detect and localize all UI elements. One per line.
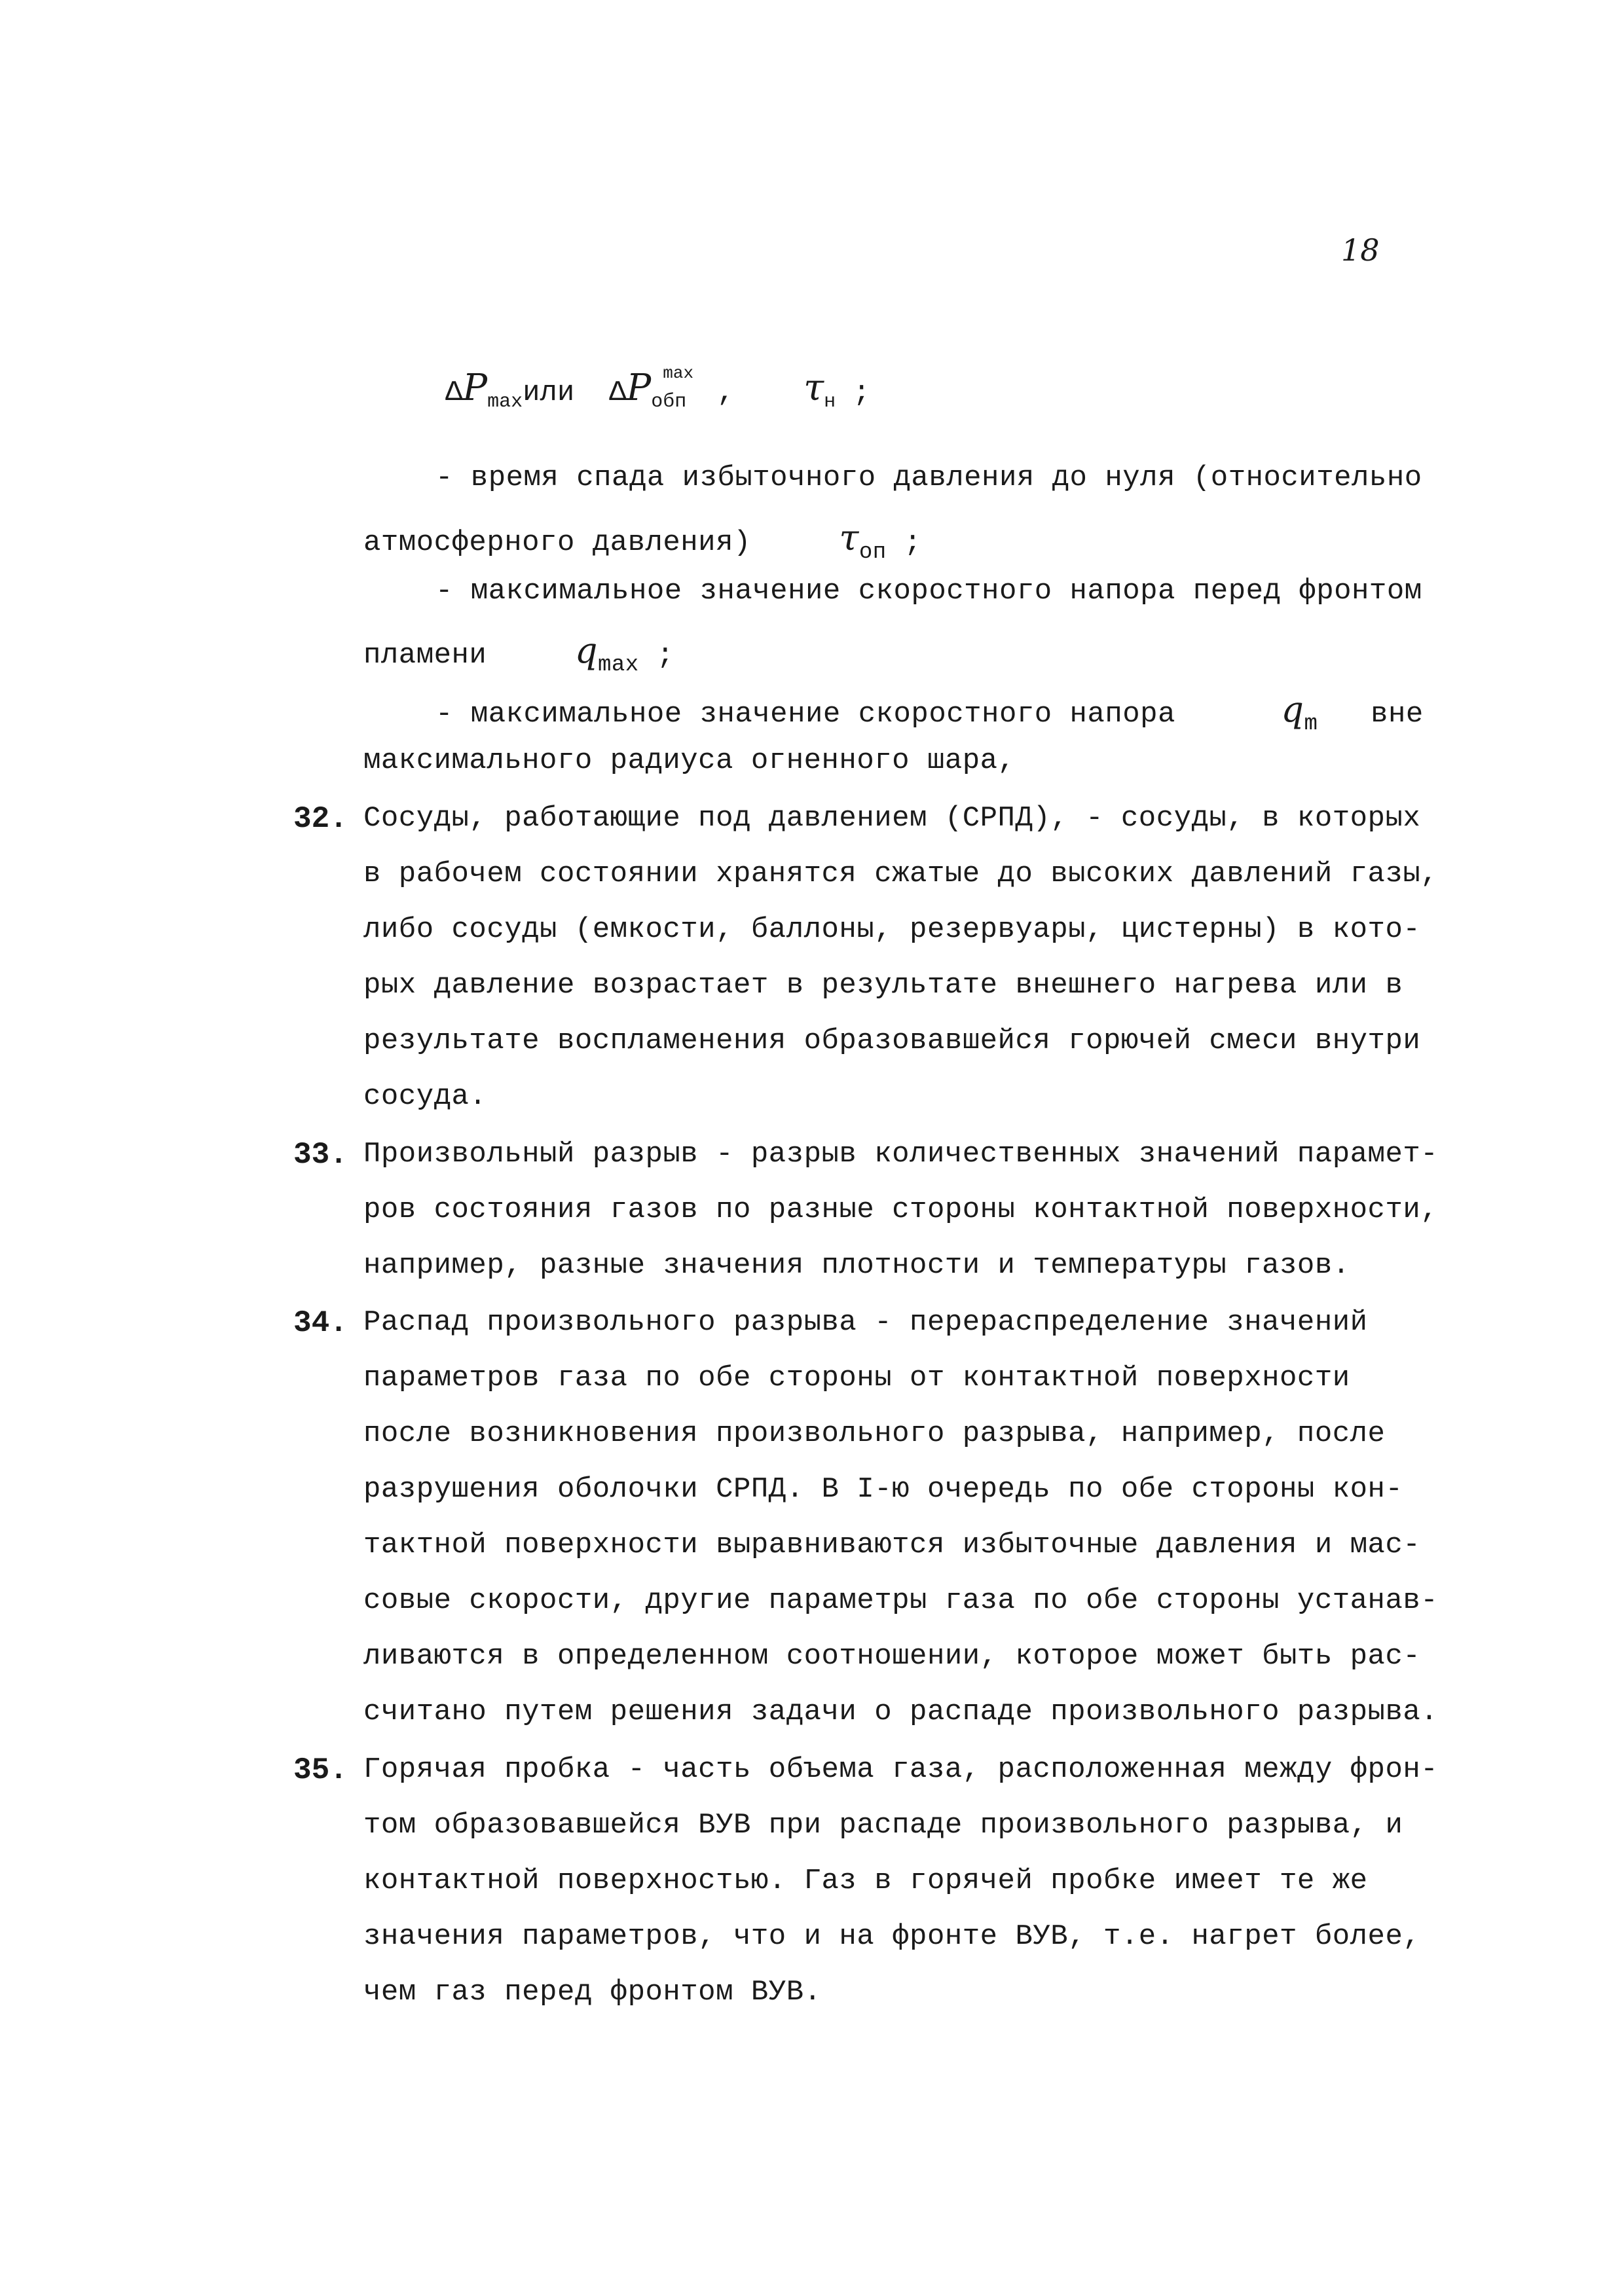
text-line: чем газ перед фронтом ВУВ. (363, 1976, 822, 2009)
text-line: разрушения оболочки СРПД. В I-ю очередь по обе стороны кон- (363, 1473, 1403, 1506)
text-line: сосуда. (363, 1080, 487, 1113)
formula-end: ; (853, 376, 870, 409)
item-number: 34. (293, 1306, 348, 1340)
text-line: том образовавшейся ВУВ при распаде произвольного разрыва, и (363, 1809, 1403, 1842)
text-line: ров состояния газов по разные стороны контактной поверхности, (363, 1194, 1439, 1226)
text-line: в рабочем состоянии хранятся сжатые до высоких давлений газы, (363, 858, 1439, 890)
page-number: 18 (1341, 232, 1380, 268)
text-line (363, 517, 922, 565)
text-fragment: вне (1371, 698, 1424, 731)
item-number: 32. (293, 802, 348, 836)
p-obp-symbol: P (626, 367, 652, 409)
text-line: максимального радиуса огненного шара, (363, 744, 1016, 777)
text-line: Распад произвольного разрыва - перераспределение значений (363, 1306, 1368, 1339)
text-line: тактной поверхности выравниваются избыточные давления и мас- (363, 1529, 1421, 1561)
text-line: - максимальное значение скоростного напора перед фронтом (435, 575, 1422, 608)
text-line: либо сосуды (емкости, баллоны, резервуары, цистерны) в кото- (363, 913, 1421, 946)
item-number: 33. (293, 1138, 348, 1172)
text-fragment: пламени (363, 639, 487, 672)
tau-symbol: τ (803, 367, 824, 409)
formula-comma: , (717, 376, 735, 409)
delta-symbol: Δ (445, 376, 463, 409)
item-number: 35. (293, 1753, 348, 1787)
delta-symbol-2: Δ (609, 376, 627, 409)
text-line: Горячая пробка - часть объема газа, расположенная между фрон- (363, 1753, 1439, 1786)
text-line: например, разные значения плотности и температуры газов. (363, 1249, 1350, 1282)
p-max-subscript: max (487, 391, 523, 413)
q-max-symbol: q (574, 630, 598, 671)
text-fragment: - максимальное значение скоростного напора (435, 698, 1175, 731)
tau-op-subscript: оп (858, 540, 887, 565)
text-line (435, 689, 1424, 737)
text-line: Произвольный разрыв - разрыв количественных значений парамет- (363, 1138, 1439, 1171)
text-fragment: атмосферного давления) (363, 526, 751, 559)
tau-subscript: н (824, 391, 836, 413)
q-max-subscript: max (597, 653, 639, 678)
text-line: совые скорости, другие параметры газа по обе стороны устанав- (363, 1584, 1439, 1617)
formula-line (445, 363, 870, 413)
p-obp-superscript: max (663, 363, 694, 383)
text-line: считано путем решения задачи о распаде произвольного разрыва. (363, 1696, 1439, 1728)
or-text: или (523, 376, 575, 409)
text-line: параметров газа по обе стороны от контактной поверхности (363, 1362, 1350, 1394)
text-line: значения параметров, что и на фронте ВУВ, т.е. нагрет более, (363, 1920, 1421, 1953)
text-line: Сосуды, работающие под давлением (СРПД), - сосуды, в которых (363, 802, 1421, 835)
p-max-symbol: P (462, 367, 488, 409)
q-m-symbol: q (1281, 689, 1304, 730)
text-line: ливаются в определенном соотношении, которое может быть рас- (363, 1640, 1421, 1673)
text-line: контактной поверхностью. Газ в горячей пробке имеет те же (363, 1865, 1368, 1897)
text-line (363, 630, 674, 678)
q-m-subscript: m (1304, 712, 1318, 737)
text-line: результате воспламенения образовавшейся горючей смеси внутри (363, 1025, 1421, 1057)
tau-op-symbol: τ (839, 517, 859, 558)
p-obp-subscript: обп (651, 391, 687, 413)
text-line: - время спада избыточного давления до нуля (относительно (435, 462, 1422, 494)
punctuation: ; (904, 526, 922, 559)
punctuation: ; (656, 639, 674, 672)
text-line: после возникновения произвольного разрыва, например, после (363, 1417, 1386, 1450)
text-line: рых давление возрастает в результате внешнего нагрева или в (363, 969, 1403, 1002)
